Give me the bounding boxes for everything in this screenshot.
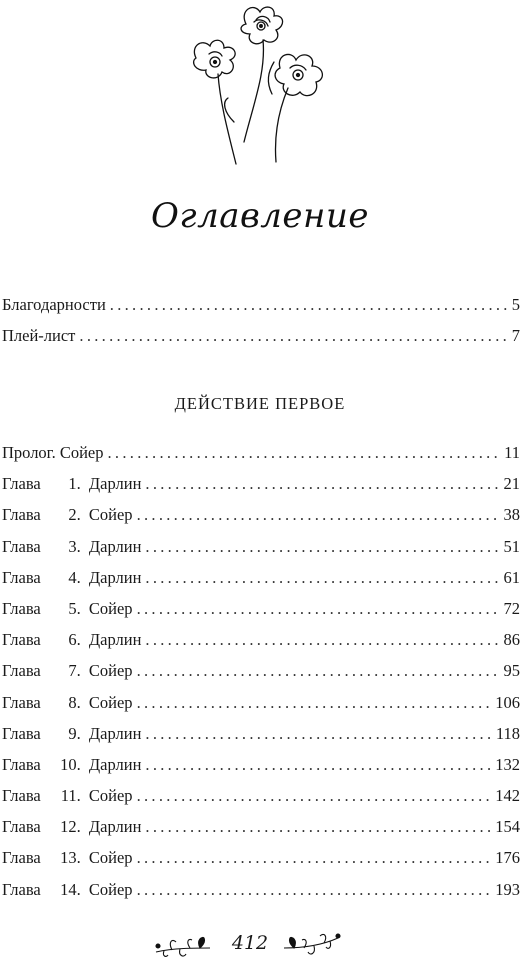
chapter-name: Дарлин [88, 567, 142, 587]
entry-label [2, 593, 133, 624]
chapter-number: 10. [60, 754, 81, 774]
dot-leader [145, 531, 499, 562]
entry-label [2, 437, 104, 468]
entry-label [2, 749, 141, 780]
chapter-name: Дарлин [88, 536, 142, 556]
page-ref: 21 [503, 474, 520, 494]
toc-row-chapter [2, 749, 520, 780]
page-ref: 118 [495, 723, 520, 743]
page-ref: 154 [495, 817, 520, 837]
entry-label [2, 874, 133, 905]
toc-row-prologue [2, 437, 520, 468]
chapter-word: Глава [2, 536, 41, 556]
chapter-number: 2. [68, 505, 81, 525]
page-ref: 7 [511, 326, 520, 346]
dot-leader [137, 874, 492, 905]
dot-leader [137, 842, 492, 873]
toc-row-chapter [2, 780, 520, 811]
page-ref: 11 [504, 443, 520, 462]
dot-leader [145, 811, 491, 842]
chapter-name: Дарлин [88, 474, 142, 494]
chapter-number: 9. [68, 723, 81, 743]
page-ref: 176 [495, 848, 520, 868]
chapter-word: Глава [2, 879, 41, 899]
chapter-name: Дарлин [88, 723, 142, 743]
entry-label [2, 655, 133, 686]
dot-leader [145, 718, 491, 749]
dot-leader [145, 749, 491, 780]
leaf-sprig-left-icon [150, 930, 212, 958]
chapter-number: 14. [60, 879, 81, 899]
chapter-name: Сойер [88, 786, 133, 806]
page-ref: 51 [503, 536, 520, 556]
entry-label [2, 718, 141, 749]
toc-row-chapter [2, 874, 520, 905]
chapter-word: Глава [2, 786, 41, 806]
entry-label [2, 468, 141, 499]
chapter-word: Глава [2, 567, 41, 587]
toc-row [2, 320, 520, 351]
toc-row-chapter [2, 624, 520, 655]
entry-label [2, 289, 106, 320]
entry-label [2, 531, 141, 562]
dot-leader [145, 562, 499, 593]
toc-row-chapter [2, 687, 520, 718]
chapter-word: Глава [2, 474, 41, 494]
toc-row-chapter [2, 593, 520, 624]
chapter-number: 1. [68, 474, 81, 494]
chapter-name: Дарлин [88, 817, 142, 837]
dot-leader [137, 593, 500, 624]
dot-leader [145, 624, 499, 655]
entry-text: Пролог. Сойер [2, 443, 104, 462]
toc-row-chapter [2, 718, 520, 749]
chapter-name: Сойер [88, 661, 133, 681]
chapter-name: Сойер [88, 848, 133, 868]
toc-row-chapter [2, 531, 520, 562]
chapter-number: 5. [68, 598, 81, 618]
chapter-word: Глава [2, 661, 41, 681]
chapter-word: Глава [2, 505, 41, 525]
chapter-name: Дарлин [88, 754, 142, 774]
entry-label [2, 320, 75, 351]
chapter-word: Глава [2, 630, 41, 650]
page-ref: 106 [495, 692, 520, 712]
chapter-number: 4. [68, 567, 81, 587]
footer [150, 928, 350, 962]
page-ref: 5 [511, 295, 520, 314]
front-matter-list [2, 289, 520, 351]
chapter-number: 12. [60, 817, 81, 837]
leaf-sprig-right-icon [282, 930, 344, 958]
dot-leader [137, 780, 492, 811]
chapter-word: Глава [2, 817, 41, 837]
chapter-number: 6. [68, 630, 81, 650]
toc-row-chapter [2, 842, 520, 873]
toc-row [2, 289, 520, 320]
page-number: 412 [231, 932, 269, 954]
entry-label [2, 842, 133, 873]
chapter-number: 11. [60, 786, 81, 806]
entry-label [2, 811, 141, 842]
dot-leader [110, 289, 508, 320]
chapter-list [2, 437, 520, 905]
page-ref: 86 [503, 630, 520, 650]
chapter-number: 13. [60, 848, 81, 868]
chapter-name: Сойер [88, 505, 133, 525]
toc-row-chapter [2, 655, 520, 686]
chapter-word: Глава [2, 692, 41, 712]
page-ref: 61 [503, 567, 520, 587]
chapter-name: Дарлин [88, 630, 142, 650]
entry-text: Благодарности [2, 295, 106, 314]
chapter-name: Сойер [88, 879, 133, 899]
entry-label [2, 687, 133, 718]
page-ref: 72 [503, 598, 520, 618]
page-ref: 132 [495, 754, 520, 774]
poppy-flowers-illustration [184, 2, 344, 167]
entry-label [2, 624, 141, 655]
page-ref: 142 [495, 786, 520, 806]
entry-label [2, 562, 141, 593]
chapter-name: Сойер [88, 692, 133, 712]
entry-text: Плей-лист [2, 326, 76, 346]
toc-row-chapter [2, 499, 520, 530]
dot-leader [145, 468, 499, 499]
toc-row-chapter [2, 562, 520, 593]
toc-row-chapter [2, 468, 520, 499]
page-ref: 193 [495, 879, 520, 899]
toc-row-chapter [2, 811, 520, 842]
entry-label [2, 499, 133, 530]
entry-label [2, 780, 133, 811]
page-ref: 38 [503, 505, 520, 525]
chapter-name: Сойер [88, 598, 133, 618]
act-heading: ДЕЙСТВИЕ ПЕРВОЕ [174, 394, 346, 413]
chapter-word: Глава [2, 723, 41, 743]
chapter-word: Глава [2, 848, 41, 868]
chapter-number: 7. [68, 661, 81, 681]
chapter-word: Глава [2, 598, 41, 618]
chapter-word: Глава [2, 754, 41, 774]
dot-leader [137, 687, 492, 718]
dot-leader [108, 437, 501, 468]
dot-leader [79, 320, 507, 351]
page-title: Оглавление [151, 196, 369, 236]
chapter-number: 3. [68, 536, 81, 556]
chapter-number: 8. [68, 692, 81, 712]
dot-leader [137, 499, 500, 530]
page-ref: 95 [503, 661, 520, 681]
dot-leader [137, 655, 500, 686]
